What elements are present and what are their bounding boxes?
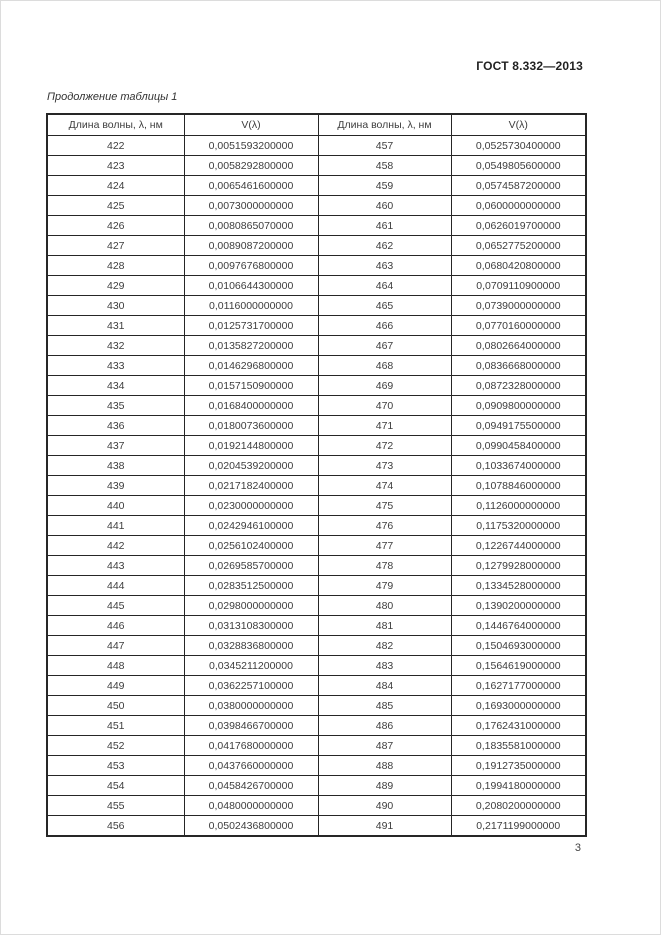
v-lambda-cell: 0,0146296800000	[184, 356, 318, 376]
wavelength-cell: 422	[47, 136, 184, 156]
wavelength-cell: 442	[47, 536, 184, 556]
table-row	[47, 176, 586, 196]
table-header-row	[47, 114, 586, 136]
v-lambda-cell: 0,1446764000000	[451, 616, 586, 636]
table-row	[47, 536, 586, 556]
wavelength-cell: 487	[318, 736, 451, 756]
v-lambda-cell: 0,1033674000000	[451, 456, 586, 476]
table-row	[47, 656, 586, 676]
v-lambda-cell: 0,0058292800000	[184, 156, 318, 176]
wavelength-cell: 469	[318, 376, 451, 396]
v-lambda-cell: 0,0709110900000	[451, 276, 586, 296]
table-row	[47, 816, 586, 837]
wavelength-cell: 448	[47, 656, 184, 676]
wavelength-cell: 439	[47, 476, 184, 496]
v-lambda-cell: 0,1627177000000	[451, 676, 586, 696]
v-lambda-cell: 0,1126000000000	[451, 496, 586, 516]
wavelength-cell: 436	[47, 416, 184, 436]
table-row	[47, 436, 586, 456]
wavelength-cell: 480	[318, 596, 451, 616]
wavelength-cell: 455	[47, 796, 184, 816]
wavelength-cell: 479	[318, 576, 451, 596]
v-lambda-cell: 0,0525730400000	[451, 136, 586, 156]
wavelength-cell: 440	[47, 496, 184, 516]
v-lambda-cell: 0,0080865070000	[184, 216, 318, 236]
v-lambda-cell: 0,0909800000000	[451, 396, 586, 416]
table-row	[47, 256, 586, 276]
v-lambda-cell: 0,0135827200000	[184, 336, 318, 356]
v-lambda-cell: 0,1693000000000	[451, 696, 586, 716]
wavelength-cell: 462	[318, 236, 451, 256]
wavelength-cell: 475	[318, 496, 451, 516]
v-lambda-cell: 0,0652775200000	[451, 236, 586, 256]
v-lambda-cell: 0,0089087200000	[184, 236, 318, 256]
v-lambda-cell: 0,0106644300000	[184, 276, 318, 296]
v-lambda-cell: 0,0242946100000	[184, 516, 318, 536]
v-lambda-cell: 0,1504693000000	[451, 636, 586, 656]
wavelength-cell: 426	[47, 216, 184, 236]
table-row	[47, 496, 586, 516]
wavelength-cell: 431	[47, 316, 184, 336]
table-row	[47, 576, 586, 596]
v-lambda-cell: 0,0073000000000	[184, 196, 318, 216]
wavelength-cell: 424	[47, 176, 184, 196]
v-lambda-cell: 0,0051593200000	[184, 136, 318, 156]
v-lambda-cell: 0,0192144800000	[184, 436, 318, 456]
wavelength-cell: 451	[47, 716, 184, 736]
v-lambda-cell: 0,0437660000000	[184, 756, 318, 776]
v-lambda-cell: 0,0097676800000	[184, 256, 318, 276]
table-row	[47, 736, 586, 756]
table-row	[47, 776, 586, 796]
v-lambda-cell: 0,1175320000000	[451, 516, 586, 536]
table-row	[47, 216, 586, 236]
wavelength-cell: 465	[318, 296, 451, 316]
wavelength-cell: 467	[318, 336, 451, 356]
wavelength-cell: 471	[318, 416, 451, 436]
wavelength-cell: 491	[318, 816, 451, 837]
v-lambda-cell: 0,1279928000000	[451, 556, 586, 576]
wavelength-cell: 425	[47, 196, 184, 216]
table-row	[47, 296, 586, 316]
wavelength-cell: 443	[47, 556, 184, 576]
wavelength-cell: 466	[318, 316, 451, 336]
v-lambda-cell: 0,0680420800000	[451, 256, 586, 276]
table-row	[47, 556, 586, 576]
v-lambda-cell: 0,1835581000000	[451, 736, 586, 756]
v-lambda-cell: 0,0802664000000	[451, 336, 586, 356]
table-row	[47, 416, 586, 436]
v-lambda-cell: 0,0836668000000	[451, 356, 586, 376]
v-lambda-cell: 0,1226744000000	[451, 536, 586, 556]
table-row	[47, 456, 586, 476]
v-lambda-cell: 0,0458426700000	[184, 776, 318, 796]
v-lambda-cell: 0,0180073600000	[184, 416, 318, 436]
v-lambda-cell: 0,0872328000000	[451, 376, 586, 396]
table-body	[47, 136, 586, 837]
wavelength-cell: 460	[318, 196, 451, 216]
spectral-efficiency-table	[46, 113, 587, 837]
wavelength-cell: 433	[47, 356, 184, 376]
wavelength-cell: 449	[47, 676, 184, 696]
wavelength-cell: 434	[47, 376, 184, 396]
v-lambda-cell: 0,1912735000000	[451, 756, 586, 776]
wavelength-cell: 463	[318, 256, 451, 276]
wavelength-cell: 488	[318, 756, 451, 776]
table-row	[47, 136, 586, 156]
wavelength-cell: 464	[318, 276, 451, 296]
wavelength-cell: 481	[318, 616, 451, 636]
v-lambda-cell: 0,0770160000000	[451, 316, 586, 336]
wavelength-cell: 450	[47, 696, 184, 716]
v-lambda-cell: 0,1564619000000	[451, 656, 586, 676]
table-row	[47, 796, 586, 816]
v-lambda-cell: 0,2171199000000	[451, 816, 586, 837]
wavelength-cell: 444	[47, 576, 184, 596]
table-caption: Продолжение таблицы 1	[47, 91, 178, 103]
wavelength-cell: 445	[47, 596, 184, 616]
v-lambda-cell: 0,0157150900000	[184, 376, 318, 396]
table-row	[47, 356, 586, 376]
table-row	[47, 396, 586, 416]
v-lambda-cell: 0,1078846000000	[451, 476, 586, 496]
v-lambda-cell: 0,1334528000000	[451, 576, 586, 596]
v-lambda-cell: 0,0380000000000	[184, 696, 318, 716]
wavelength-cell: 468	[318, 356, 451, 376]
wavelength-cell: 490	[318, 796, 451, 816]
v-lambda-cell: 0,0256102400000	[184, 536, 318, 556]
v-lambda-cell: 0,0168400000000	[184, 396, 318, 416]
v-lambda-cell: 0,0230000000000	[184, 496, 318, 516]
table-row	[47, 156, 586, 176]
wavelength-cell: 456	[47, 816, 184, 837]
wavelength-cell: 437	[47, 436, 184, 456]
v-lambda-cell: 0,0328836800000	[184, 636, 318, 656]
v-lambda-cell: 0,0283512500000	[184, 576, 318, 596]
v-lambda-cell: 0,0574587200000	[451, 176, 586, 196]
v-lambda-cell: 0,1994180000000	[451, 776, 586, 796]
table-row	[47, 676, 586, 696]
v-lambda-cell: 0,0362257100000	[184, 676, 318, 696]
v-lambda-cell: 0,0600000000000	[451, 196, 586, 216]
table-row	[47, 336, 586, 356]
wavelength-cell: 461	[318, 216, 451, 236]
v-lambda-cell: 0,0116000000000	[184, 296, 318, 316]
wavelength-cell: 446	[47, 616, 184, 636]
table-row	[47, 316, 586, 336]
table-row	[47, 596, 586, 616]
table-row	[47, 516, 586, 536]
wavelength-cell: 432	[47, 336, 184, 356]
wavelength-cell: 457	[318, 136, 451, 156]
v-lambda-cell: 0,0125731700000	[184, 316, 318, 336]
v-lambda-cell: 0,0217182400000	[184, 476, 318, 496]
v-lambda-cell: 0,0204539200000	[184, 456, 318, 476]
table-row	[47, 196, 586, 216]
wavelength-cell: 482	[318, 636, 451, 656]
column-header-wavelength-left: Длина волны, λ, нм	[47, 114, 184, 136]
v-lambda-cell: 0,0990458400000	[451, 436, 586, 456]
wavelength-cell: 459	[318, 176, 451, 196]
wavelength-cell: 438	[47, 456, 184, 476]
column-header-wavelength-right: Длина волны, λ, нм	[318, 114, 451, 136]
wavelength-cell: 453	[47, 756, 184, 776]
wavelength-cell: 454	[47, 776, 184, 796]
table-row	[47, 636, 586, 656]
wavelength-cell: 476	[318, 516, 451, 536]
v-lambda-cell: 0,0298000000000	[184, 596, 318, 616]
wavelength-cell: 429	[47, 276, 184, 296]
wavelength-cell: 483	[318, 656, 451, 676]
wavelength-cell: 473	[318, 456, 451, 476]
wavelength-cell: 477	[318, 536, 451, 556]
wavelength-cell: 474	[318, 476, 451, 496]
wavelength-cell: 478	[318, 556, 451, 576]
wavelength-cell: 489	[318, 776, 451, 796]
table-row	[47, 476, 586, 496]
wavelength-cell: 452	[47, 736, 184, 756]
wavelength-cell: 485	[318, 696, 451, 716]
document-code: ГОСТ 8.332—2013	[476, 59, 583, 73]
wavelength-cell: 430	[47, 296, 184, 316]
v-lambda-cell: 0,1762431000000	[451, 716, 586, 736]
table-row	[47, 616, 586, 636]
table-row	[47, 696, 586, 716]
v-lambda-cell: 0,0949175500000	[451, 416, 586, 436]
v-lambda-cell: 0,0626019700000	[451, 216, 586, 236]
wavelength-cell: 447	[47, 636, 184, 656]
v-lambda-cell: 0,0345211200000	[184, 656, 318, 676]
table-row	[47, 276, 586, 296]
wavelength-cell: 441	[47, 516, 184, 536]
wavelength-cell: 458	[318, 156, 451, 176]
v-lambda-cell: 0,2080200000000	[451, 796, 586, 816]
table-row	[47, 756, 586, 776]
v-lambda-cell: 0,0398466700000	[184, 716, 318, 736]
wavelength-cell: 472	[318, 436, 451, 456]
v-lambda-cell: 0,0502436800000	[184, 816, 318, 837]
v-lambda-cell: 0,0065461600000	[184, 176, 318, 196]
v-lambda-cell: 0,1390200000000	[451, 596, 586, 616]
wavelength-cell: 484	[318, 676, 451, 696]
v-lambda-cell: 0,0739000000000	[451, 296, 586, 316]
v-lambda-cell: 0,0313108300000	[184, 616, 318, 636]
v-lambda-cell: 0,0480000000000	[184, 796, 318, 816]
column-header-v-lambda-left: V(λ)	[184, 114, 318, 136]
v-lambda-cell: 0,0417680000000	[184, 736, 318, 756]
wavelength-cell: 470	[318, 396, 451, 416]
page-number: 3	[574, 842, 581, 854]
wavelength-cell: 435	[47, 396, 184, 416]
wavelength-cell: 423	[47, 156, 184, 176]
wavelength-cell: 486	[318, 716, 451, 736]
v-lambda-cell: 0,0549805600000	[451, 156, 586, 176]
v-lambda-cell: 0,0269585700000	[184, 556, 318, 576]
wavelength-cell: 428	[47, 256, 184, 276]
table-row	[47, 376, 586, 396]
column-header-v-lambda-right: V(λ)	[451, 114, 586, 136]
wavelength-cell: 427	[47, 236, 184, 256]
table-row	[47, 236, 586, 256]
table-row	[47, 716, 586, 736]
